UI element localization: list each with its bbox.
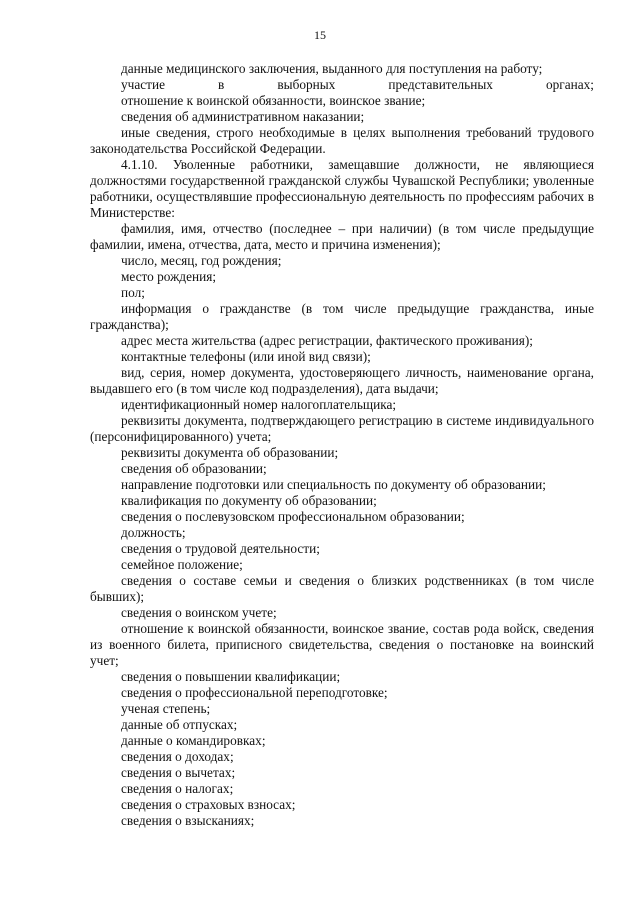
paragraph: вид, серия, номер документа, удостоверяющего личность, наименование органа, выдавшего его (в том числе код подразделения), дата выдачи;	[90, 365, 594, 396]
paragraph: семейное положение;	[121, 557, 243, 572]
paragraph: сведения о вычетах;	[121, 765, 236, 780]
paragraph: сведения о профессиональной переподготовке;	[121, 685, 388, 700]
paragraph: иные сведения, строго необходимые в целях выполнения требований трудового законодательства Российской Федерации.	[90, 125, 594, 156]
paragraph: сведения о повышении квалификации;	[121, 669, 341, 684]
paragraph: 4.1.10. Уволенные работники, замещавшие должности, не являющиеся должностями государственной гражданской службы Чувашской Республики; уволенные работники, осуществлявшие профессиональную деятельность по профессиям рабочих в Министерстве:	[90, 157, 594, 220]
paragraph: пол;	[121, 285, 145, 300]
paragraph: сведения о доходах;	[121, 749, 234, 764]
paragraph: фамилия, имя, отчество (последнее – при наличии) (в том числе предыдущие фамилии, имена, отчества, дата, место и причина изменения);	[90, 221, 594, 252]
paragraph: контактные телефоны (или иной вид связи);	[121, 349, 371, 364]
paragraph: ученая степень;	[121, 701, 211, 716]
paragraph: квалификация по документу об образовании;	[121, 493, 377, 508]
paragraph: сведения о воинском учете;	[121, 605, 277, 620]
paragraph: идентификационный номер налогоплательщика;	[121, 397, 397, 412]
paragraph: сведения о послевузовском профессиональном образовании;	[121, 509, 465, 524]
paragraph: данные об отпусках;	[121, 717, 238, 732]
paragraph: сведения о страховых взносах;	[121, 797, 296, 812]
paragraph: сведения о трудовой деятельности;	[121, 541, 320, 556]
paragraph: информация о гражданстве (в том числе предыдущие гражданства, иные гражданства);	[90, 301, 594, 332]
paragraph: направление подготовки или специальность по документу об образовании;	[121, 477, 546, 492]
paragraph: данные о командировках;	[121, 733, 266, 748]
paragraph: адрес места жительства (адрес регистрации, фактического проживания);	[121, 333, 533, 348]
paragraph: сведения об административном наказании;	[121, 109, 365, 124]
paragraph: сведения об образовании;	[121, 461, 267, 476]
paragraph: реквизиты документа, подтверждающего регистрацию в системе индивидуального (персонифицированного) учета;	[90, 413, 594, 444]
paragraph: данные медицинского заключения, выданного для поступления на работу;	[121, 61, 543, 76]
paragraph: участие в выборных представительных органах;	[121, 77, 594, 92]
page-number: 15	[314, 28, 326, 42]
paragraph: должность;	[121, 525, 186, 540]
paragraph: отношение к воинской обязанности, воинское звание;	[121, 93, 426, 108]
paragraph: реквизиты документа об образовании;	[121, 445, 339, 460]
paragraph: сведения о налогах;	[121, 781, 234, 796]
paragraph: число, месяц, год рождения;	[121, 253, 282, 268]
paragraph: отношение к воинской обязанности, воинское звание, состав рода войск, сведения из военного билета, приписного свидетельства, сведения о постановке на воинский учет;	[90, 621, 594, 668]
document-body	[90, 61, 594, 829]
paragraph: сведения о взысканиях;	[121, 813, 255, 828]
paragraph: место рождения;	[121, 269, 217, 284]
paragraph: сведения о составе семьи и сведения о близких родственниках (в том числе бывших);	[90, 573, 594, 604]
